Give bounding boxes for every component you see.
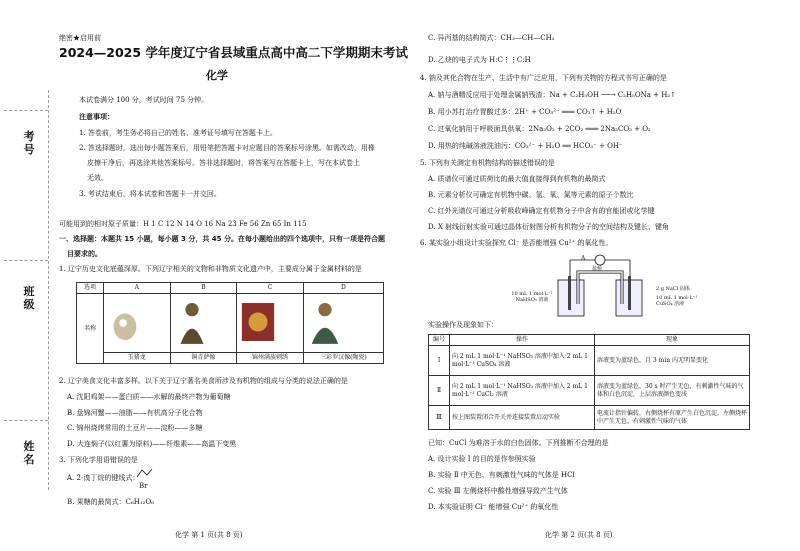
atomic-masses: 可能用到的相对原子质量：H 1 C 12 N 14 O 16 Na 23 Fe 56 Zn 65 In 115 [59,220,307,228]
section-heading: 一、选择题：本题共 15 小题，每小题 3 分，共 45 分。在每小题给出的四个选项中，只有一项是符合题 [59,235,385,243]
q6-option-d: D. 本实验证明 Cl⁻ 能增强 Cu²⁺ 的氧化性 [428,503,559,511]
name-header: 名称 [77,294,104,364]
left-solution-label: 10 mL 1 mol·L⁻¹ NaHSO₃ 溶液 [511,291,553,303]
q2-option-c: C. 锦州烧烤常用的土豆片——淀粉——多糖 [67,424,203,432]
row-phenomenon: 溶液变为蓝绿色，且 3 min 内无明显变化 [595,346,750,376]
name-b: 铜青萨像 [170,353,237,364]
option-a: A [104,283,171,294]
right-solution-label: 10 mL 1 mol·L⁻¹ CuSO₄ 溶液 [656,295,698,307]
col-number: 编号 [429,335,450,346]
q6-option-b: B. 实验 Ⅱ 中无色、有刺激性气味的气体是 HCl [428,471,575,479]
notice-3: 3. 考试结束后，将本试卷和答题卡一并交回。 [79,190,221,198]
q3-option-d: D. 乙炔的电子式为 H:C⋮⋮C:H [428,56,531,64]
question-4: 4. 钠及其化合物在生产、生活中有广泛应用，下列有关物的方程式书写正确的是 [420,74,667,82]
col-phenomenon: 现象 [595,335,750,346]
q3-option-b: B. 果糖的最简式：C₆H₁₂O₆ [67,498,155,506]
salt-bridge-label: 盐桥 [592,266,603,272]
table-row [429,346,750,376]
table-row [429,406,750,430]
notice-1: 1. 答卷前，考生务必将自己的姓名、准考证号填写在答题卡上。 [79,129,277,137]
bronze-bodhisattva-image [170,294,237,353]
known-condition: 已知：CuCl 为难溶于水的白色固体。下列推断不合理的是 [428,439,609,447]
page-1-footer: 化学 第 1 页(共 8 页) [175,531,243,539]
jade-dragon-image [104,294,171,353]
q6-option-c: C. 实验 Ⅲ 左侧烧杯中酸性增强导致产生气体 [428,487,568,495]
skeletal-formula [136,467,154,479]
q5-option-b: B. 元素分析仪可确定有机物中碳、氢、氧、氮等元素的原子个数比 [428,191,634,199]
embroidery-image [237,294,304,353]
question-2: 2. 辽宁美食文化丰富多样。以下关于辽宁著名美食所涉及有机物的组成与分类的说法正确的是 [59,377,348,385]
experiment-table [428,334,750,430]
question-1: 1. 辽宁历史文化底蕴深厚。下列辽宁相关的文物和非物质文化遗产中，主要成分属于金属材料的是 [59,265,362,273]
q4-option-b: B. 用小苏打治疗胃酸过多：2H⁺ + CO₃²⁻ ═══ CO₂↑ + H₂O [428,108,622,116]
col-operation: 操作 [450,335,595,346]
name-c: 锦州满族刺绣 [237,353,304,364]
option-c: C [237,283,304,294]
arhat-statue-image [303,294,383,353]
question-3: 3. 下列化学用语错误的是 [59,456,138,464]
margin-rule [4,110,48,111]
galvanic-cell-diagram [540,252,660,320]
subject-title: 化学 [206,69,228,82]
option-d: D [303,283,383,294]
row-number: Ⅱ [429,376,450,406]
name-label: 姓名 [23,440,35,466]
question-5: 5. 下列有关测定有机物结构的描述错误的是 [420,159,555,167]
q5-option-d: D. X 射线衍射实验可通过晶体衍射图分析有机物分子的空间结构及键长、键角 [428,223,670,231]
q2-option-d: D. 大连焖子(以红薯为原料)——纤维素——高温下变黑 [67,440,237,448]
exam-title: 2024—2025 学年度辽宁省县域重点高中高二下学期期末考试 [59,45,408,60]
q5-option-c: C. 红外光谱仪可通过分析吸收峰确定有机物分子中含有的官能团或化学键 [428,207,655,215]
nacl-label: 2 g NaCl 固体 [656,286,690,292]
table-row [429,376,750,406]
ammeter-label: A [581,255,586,262]
notice-2-end: 无效。 [87,174,108,182]
name-a: 玉猪龙 [104,353,171,364]
q4-option-c: C. 过氧化钠用于呼吸面具供氧：2Na₂O₂ + 2CO₂ ═══ 2Na₂CO₃ + O₂ [428,125,651,133]
option-b: B [170,283,237,294]
row-operation: 按上图装置闭合开关并连接装置启动实验 [450,406,595,430]
exam-intro: 本试卷满分 100 分，考试时间 75 分钟。 [79,96,209,104]
row-operation: 向 2 mL 1 mol·L⁻¹ NaHSO₃ 溶液中加入 2 mL 1 mol·L⁻¹ CuCl₂ 溶液 [450,376,595,406]
option-header: 选项 [77,283,104,294]
notice-2-cont: 皮擦干净后，再选涂其他答案标号。答非选择题时，将答案写在答题卡上，写在本试卷上 [87,159,360,167]
row-phenomenon: 电流计指针偏转，右侧烧杯有原产生白色沉淀，左侧烧杯中产生无色，有刺激性气味的气体 [595,406,750,430]
q3-option-a: A. 2-溴丁烷的键线式： [67,474,140,482]
q6-option-a: A. 设计实验 Ⅰ 的目的是作参照实验 [428,455,536,463]
page-2-footer: 化学 第 2 页(共 8 页) [545,531,613,539]
q3-option-c: C. 异丙基的结构简式：CH₃—CH—CH₃ [428,34,555,42]
margin-rule [4,420,48,421]
notice-2: 2. 答选择题时，选出每小题答案后，用铅笔把答题卡对应题目的答案标号涂黑。如需改动，用橡 [79,144,375,152]
row-operation: 向 2 mL 1 mol·L⁻¹ NaHSO₃ 溶液中加入 2 mL 1 mol·L⁻¹ CuSO₄ 溶液 [450,346,595,376]
name-d: 三彩罗汉像(陶瓷) [303,353,383,364]
exam-number-label: 考号 [23,130,35,156]
confidential-mark: 绝密★启用前 [59,34,101,42]
q4-option-d: D. 用热的纯碱溶液洗油污：CO₃²⁻ + H₂O ══ HCO₃⁻ + OH⁻ [428,142,623,150]
q2-option-a: A. 沈阳鸡架——蛋白质——水解的最终产物为葡萄糖 [67,393,231,401]
question-6: 6. 某实验小组设计实验探究 Cl⁻ 是否能增强 Cu²⁺ 的氧化性。 [420,239,613,247]
margin-rule [4,260,48,261]
q5-option-a: A. 质谱仪可通过质荷比的最大值直接得到有机物的最简式 [428,175,606,183]
class-label: 班级 [23,285,35,311]
section-heading-cont: 目要求的。 [67,250,102,258]
q4-option-a: A. 钠与酒精反应用于处理金属钠残渣：Na + C₂H₅OH ──→ C₂H₅ONa + H₂↑ [428,91,676,99]
table-caption: 实验操作及现象如下： [428,321,498,329]
q2-option-b: B. 盘锦河蟹——油脂——有机高分子化合物 [67,409,203,417]
bromine-label: Br [139,482,148,490]
row-number: Ⅲ [429,406,450,430]
notice-label: 注意事项： [79,113,114,121]
artifact-table [76,282,384,364]
row-number: Ⅰ [429,346,450,376]
row-phenomenon: 溶液变为蓝绿色，30 s 时产生无色，有刺激性气味的气体和白色沉淀，上层溶液颜色变浅 [595,376,750,406]
